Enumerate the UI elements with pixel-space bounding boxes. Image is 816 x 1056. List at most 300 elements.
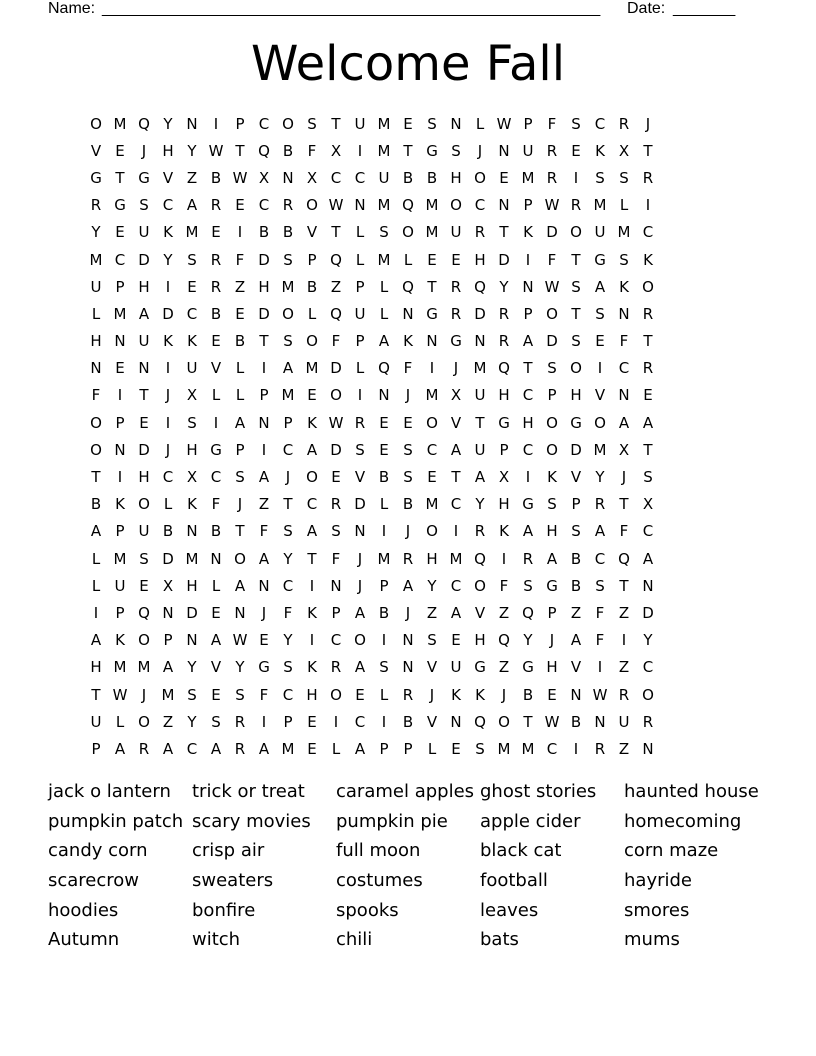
grid-letter[interactable]: R xyxy=(522,549,534,568)
grid-letter[interactable]: R xyxy=(642,712,654,731)
grid-letter[interactable]: Y xyxy=(475,495,485,514)
grid-letter[interactable]: O xyxy=(546,304,558,323)
grid-letter[interactable]: K xyxy=(523,223,533,242)
grid-letter[interactable]: F xyxy=(331,332,341,351)
grid-letter[interactable]: Q xyxy=(330,250,342,269)
grid-letter[interactable]: F xyxy=(499,576,509,595)
grid-letter[interactable]: N xyxy=(450,114,462,133)
grid-letter[interactable]: J xyxy=(477,141,483,160)
grid-letter[interactable]: P xyxy=(355,277,365,296)
grid-letter[interactable]: W xyxy=(544,277,560,296)
grid-letter[interactable]: T xyxy=(475,413,485,432)
grid-letter[interactable]: V xyxy=(354,468,366,487)
grid-letter[interactable]: Z xyxy=(186,168,198,187)
grid-letter[interactable]: O xyxy=(450,196,462,215)
grid-letter[interactable]: H xyxy=(258,277,270,296)
grid-letter[interactable]: U xyxy=(114,576,126,595)
grid-letter[interactable]: C xyxy=(642,223,654,242)
grid-letter[interactable]: T xyxy=(643,141,653,160)
grid-letter[interactable]: O xyxy=(90,413,102,432)
grid-letter[interactable]: M xyxy=(113,549,127,568)
grid-letter[interactable]: S xyxy=(307,114,317,133)
grid-letter[interactable]: K xyxy=(499,522,509,541)
grid-letter[interactable]: F xyxy=(595,603,605,622)
grid-letter[interactable]: E xyxy=(187,277,197,296)
grid-letter[interactable]: N xyxy=(186,631,198,650)
grid-letter[interactable]: I xyxy=(381,631,387,650)
grid-letter[interactable]: J xyxy=(141,685,147,704)
grid-letter[interactable]: N xyxy=(354,522,366,541)
grid-letter[interactable]: B xyxy=(210,304,222,323)
grid-letter[interactable]: S xyxy=(619,168,629,187)
grid-letter[interactable]: S xyxy=(427,631,437,650)
grid-letter[interactable]: S xyxy=(595,576,605,595)
grid-letter[interactable]: O xyxy=(306,196,318,215)
grid-letter[interactable]: Y xyxy=(283,631,293,650)
grid-letter[interactable]: E xyxy=(403,413,413,432)
grid-letter[interactable]: J xyxy=(549,631,555,650)
grid-letter[interactable]: T xyxy=(283,495,293,514)
grid-letter[interactable]: Q xyxy=(378,359,390,378)
grid-letter[interactable]: J xyxy=(405,386,411,405)
grid-letter[interactable]: T xyxy=(451,468,461,487)
grid-letter[interactable]: O xyxy=(306,332,318,351)
grid-letter[interactable]: N xyxy=(618,304,630,323)
grid-letter[interactable]: E xyxy=(595,332,605,351)
grid-letter[interactable]: E xyxy=(235,196,245,215)
grid-letter[interactable]: T xyxy=(259,332,269,351)
grid-letter[interactable]: F xyxy=(283,603,293,622)
grid-letter[interactable]: I xyxy=(165,413,171,432)
grid-letter[interactable]: F xyxy=(547,250,557,269)
grid-letter[interactable]: D xyxy=(354,495,366,514)
grid-letter[interactable]: P xyxy=(379,576,389,595)
grid-letter[interactable]: E xyxy=(211,685,221,704)
grid-letter[interactable]: K xyxy=(115,631,125,650)
grid-letter[interactable]: D xyxy=(546,223,558,242)
grid-letter[interactable]: A xyxy=(234,576,246,595)
grid-letter[interactable]: T xyxy=(619,576,629,595)
grid-letter[interactable]: D xyxy=(138,440,150,459)
grid-letter[interactable]: S xyxy=(187,413,197,432)
grid-letter[interactable]: B xyxy=(402,168,414,187)
grid-letter[interactable]: M xyxy=(113,114,127,133)
grid-letter[interactable]: N xyxy=(354,196,366,215)
grid-letter[interactable]: F xyxy=(91,386,101,405)
grid-letter[interactable]: N xyxy=(282,168,294,187)
grid-letter[interactable]: H xyxy=(138,277,150,296)
grid-letter[interactable]: K xyxy=(307,603,317,622)
grid-letter[interactable]: J xyxy=(405,603,411,622)
grid-letter[interactable]: U xyxy=(522,141,534,160)
grid-letter[interactable]: O xyxy=(282,114,294,133)
grid-letter[interactable]: H xyxy=(426,549,438,568)
grid-letter[interactable]: I xyxy=(645,196,651,215)
grid-letter[interactable]: V xyxy=(162,168,174,187)
grid-letter[interactable]: E xyxy=(451,250,461,269)
grid-letter[interactable]: J xyxy=(357,549,363,568)
grid-letter[interactable]: X xyxy=(618,440,630,459)
grid-letter[interactable]: E xyxy=(379,440,389,459)
grid-letter[interactable]: I xyxy=(357,386,363,405)
grid-letter[interactable]: A xyxy=(642,549,654,568)
grid-letter[interactable]: M xyxy=(305,359,319,378)
grid-letter[interactable]: I xyxy=(117,386,123,405)
grid-letter[interactable]: I xyxy=(261,712,267,731)
grid-letter[interactable]: B xyxy=(426,168,438,187)
grid-letter[interactable]: H xyxy=(546,658,558,677)
grid-letter[interactable]: C xyxy=(474,196,486,215)
grid-letter[interactable]: C xyxy=(330,631,342,650)
grid-letter[interactable]: G xyxy=(570,413,582,432)
grid-letter[interactable]: S xyxy=(139,196,149,215)
grid-letter[interactable]: P xyxy=(547,386,557,405)
grid-letter[interactable]: Q xyxy=(474,712,486,731)
grid-letter[interactable]: D xyxy=(330,440,342,459)
grid-letter[interactable]: M xyxy=(377,549,391,568)
grid-letter[interactable]: M xyxy=(113,304,127,323)
grid-letter[interactable]: K xyxy=(115,495,125,514)
grid-letter[interactable]: M xyxy=(281,386,295,405)
grid-letter[interactable]: N xyxy=(258,576,270,595)
grid-letter[interactable]: R xyxy=(618,685,630,704)
grid-letter[interactable]: C xyxy=(330,168,342,187)
grid-letter[interactable]: O xyxy=(474,168,486,187)
grid-letter[interactable]: N xyxy=(330,576,342,595)
grid-letter[interactable]: D xyxy=(330,359,342,378)
grid-letter[interactable]: D xyxy=(258,304,270,323)
grid-letter[interactable]: J xyxy=(165,440,171,459)
grid-letter[interactable]: V xyxy=(306,223,318,242)
grid-letter[interactable]: S xyxy=(379,658,389,677)
grid-letter[interactable]: A xyxy=(234,413,246,432)
grid-letter[interactable]: U xyxy=(186,359,198,378)
grid-letter[interactable]: O xyxy=(234,549,246,568)
grid-letter[interactable]: E xyxy=(547,685,557,704)
grid-letter[interactable]: O xyxy=(402,223,414,242)
grid-letter[interactable]: S xyxy=(235,468,245,487)
grid-letter[interactable]: M xyxy=(425,386,439,405)
grid-letter[interactable]: P xyxy=(115,413,125,432)
grid-letter[interactable]: C xyxy=(546,739,558,758)
grid-letter[interactable]: I xyxy=(309,576,315,595)
grid-letter[interactable]: E xyxy=(571,141,581,160)
grid-letter[interactable]: S xyxy=(139,549,149,568)
grid-letter[interactable]: Z xyxy=(618,739,630,758)
grid-letter[interactable]: Y xyxy=(187,712,197,731)
grid-letter[interactable]: G xyxy=(90,168,102,187)
grid-letter[interactable]: M xyxy=(185,223,199,242)
grid-letter[interactable]: C xyxy=(354,712,366,731)
grid-letter[interactable]: O xyxy=(594,413,606,432)
grid-letter[interactable]: E xyxy=(427,468,437,487)
grid-letter[interactable]: V xyxy=(210,359,222,378)
grid-letter[interactable]: O xyxy=(570,223,582,242)
grid-letter[interactable]: A xyxy=(258,549,270,568)
grid-letter[interactable]: D xyxy=(546,332,558,351)
grid-letter[interactable]: N xyxy=(210,549,222,568)
grid-letter[interactable]: K xyxy=(187,495,197,514)
grid-letter[interactable]: P xyxy=(571,495,581,514)
grid-letter[interactable]: N xyxy=(162,603,174,622)
grid-letter[interactable]: F xyxy=(547,114,557,133)
grid-letter[interactable]: T xyxy=(235,522,245,541)
grid-letter[interactable]: M xyxy=(425,223,439,242)
grid-letter[interactable]: B xyxy=(378,468,390,487)
grid-letter[interactable]: V xyxy=(90,141,102,160)
grid-letter[interactable]: L xyxy=(115,712,125,731)
grid-letter[interactable]: N xyxy=(474,332,486,351)
grid-letter[interactable]: S xyxy=(283,658,293,677)
grid-letter[interactable]: A xyxy=(162,658,174,677)
grid-letter[interactable]: C xyxy=(210,468,222,487)
grid-letter[interactable]: B xyxy=(282,223,294,242)
grid-letter[interactable]: C xyxy=(642,658,654,677)
grid-letter[interactable]: D xyxy=(642,603,654,622)
grid-letter[interactable]: U xyxy=(594,223,606,242)
grid-letter[interactable]: D xyxy=(162,304,174,323)
grid-letter[interactable]: W xyxy=(328,196,344,215)
grid-letter[interactable]: I xyxy=(429,359,435,378)
grid-letter[interactable]: A xyxy=(90,522,102,541)
grid-letter[interactable]: R xyxy=(642,304,654,323)
grid-letter[interactable]: R xyxy=(642,359,654,378)
grid-letter[interactable]: A xyxy=(522,522,534,541)
grid-letter[interactable]: J xyxy=(621,468,627,487)
grid-letter[interactable]: V xyxy=(210,658,222,677)
grid-letter[interactable]: S xyxy=(547,495,557,514)
grid-letter[interactable]: O xyxy=(282,304,294,323)
grid-letter[interactable]: S xyxy=(283,250,293,269)
grid-letter[interactable]: K xyxy=(307,658,317,677)
grid-letter[interactable]: I xyxy=(597,658,603,677)
grid-letter[interactable]: S xyxy=(451,141,461,160)
grid-letter[interactable]: E xyxy=(139,576,149,595)
grid-letter[interactable]: B xyxy=(258,223,270,242)
grid-letter[interactable]: S xyxy=(475,739,485,758)
grid-letter[interactable]: L xyxy=(427,739,437,758)
grid-letter[interactable]: P xyxy=(259,386,269,405)
grid-letter[interactable]: G xyxy=(258,658,270,677)
grid-letter[interactable]: W xyxy=(112,685,128,704)
grid-letter[interactable]: W xyxy=(544,196,560,215)
grid-letter[interactable]: O xyxy=(138,495,150,514)
grid-letter[interactable]: U xyxy=(138,522,150,541)
grid-letter[interactable]: C xyxy=(162,468,174,487)
grid-letter[interactable]: A xyxy=(90,631,102,650)
grid-letter[interactable]: K xyxy=(475,685,485,704)
grid-letter[interactable]: Y xyxy=(643,631,653,650)
grid-letter[interactable]: L xyxy=(331,739,341,758)
grid-letter[interactable]: P xyxy=(115,522,125,541)
grid-letter[interactable]: G xyxy=(138,168,150,187)
grid-letter[interactable]: H xyxy=(90,332,102,351)
grid-letter[interactable]: A xyxy=(354,739,366,758)
grid-letter[interactable]: S xyxy=(571,114,581,133)
grid-letter[interactable]: V xyxy=(450,413,462,432)
grid-letter[interactable]: U xyxy=(618,712,630,731)
grid-letter[interactable]: P xyxy=(523,304,533,323)
grid-letter[interactable]: N xyxy=(426,332,438,351)
grid-letter[interactable]: H xyxy=(138,468,150,487)
grid-letter[interactable]: Z xyxy=(498,603,510,622)
grid-letter[interactable]: P xyxy=(91,739,101,758)
grid-letter[interactable]: O xyxy=(306,468,318,487)
grid-letter[interactable]: L xyxy=(619,196,629,215)
grid-letter[interactable]: E xyxy=(643,386,653,405)
grid-letter[interactable]: H xyxy=(474,250,486,269)
grid-letter[interactable]: P xyxy=(235,440,245,459)
grid-letter[interactable]: N xyxy=(378,386,390,405)
grid-letter[interactable]: B xyxy=(282,141,294,160)
grid-letter[interactable]: R xyxy=(330,495,342,514)
grid-letter[interactable]: L xyxy=(91,304,101,323)
grid-letter[interactable]: C xyxy=(450,576,462,595)
grid-letter[interactable]: M xyxy=(185,549,199,568)
grid-letter[interactable]: G xyxy=(114,196,126,215)
grid-letter[interactable]: I xyxy=(381,712,387,731)
grid-letter[interactable]: T xyxy=(331,114,341,133)
grid-letter[interactable]: R xyxy=(330,658,342,677)
grid-letter[interactable]: S xyxy=(283,332,293,351)
grid-letter[interactable]: Z xyxy=(258,495,270,514)
grid-letter[interactable]: C xyxy=(354,168,366,187)
grid-letter[interactable]: C xyxy=(450,495,462,514)
grid-letter[interactable]: G xyxy=(522,658,534,677)
grid-letter[interactable]: B xyxy=(162,522,174,541)
grid-letter[interactable]: T xyxy=(91,468,101,487)
grid-letter[interactable]: O xyxy=(330,685,342,704)
grid-letter[interactable]: W xyxy=(232,168,248,187)
grid-letter[interactable]: I xyxy=(213,413,219,432)
grid-letter[interactable]: Z xyxy=(162,712,174,731)
grid-letter[interactable]: T xyxy=(643,440,653,459)
grid-letter[interactable]: Y xyxy=(595,468,605,487)
grid-letter[interactable]: R xyxy=(402,549,414,568)
grid-letter[interactable]: M xyxy=(377,141,391,160)
grid-letter[interactable]: C xyxy=(594,114,606,133)
grid-letter[interactable]: P xyxy=(523,114,533,133)
grid-letter[interactable]: S xyxy=(619,250,629,269)
grid-letter[interactable]: Y xyxy=(283,549,293,568)
grid-letter[interactable]: L xyxy=(211,386,221,405)
grid-letter[interactable]: P xyxy=(547,603,557,622)
grid-letter[interactable]: P xyxy=(403,739,413,758)
grid-letter[interactable]: H xyxy=(498,495,510,514)
grid-letter[interactable]: R xyxy=(234,712,246,731)
grid-letter[interactable]: V xyxy=(426,712,438,731)
grid-letter[interactable]: S xyxy=(595,168,605,187)
grid-letter[interactable]: J xyxy=(501,685,507,704)
grid-letter[interactable]: L xyxy=(475,114,485,133)
grid-letter[interactable]: K xyxy=(547,468,557,487)
grid-letter[interactable]: N xyxy=(402,631,414,650)
grid-letter[interactable]: E xyxy=(115,141,125,160)
grid-letter[interactable]: T xyxy=(643,332,653,351)
grid-letter[interactable]: C xyxy=(258,114,270,133)
grid-letter[interactable]: J xyxy=(165,386,171,405)
grid-letter[interactable]: X xyxy=(330,141,342,160)
grid-letter[interactable]: P xyxy=(379,739,389,758)
grid-letter[interactable]: L xyxy=(403,250,413,269)
grid-letter[interactable]: I xyxy=(93,603,99,622)
grid-letter[interactable]: Q xyxy=(258,141,270,160)
grid-letter[interactable]: H xyxy=(450,168,462,187)
grid-letter[interactable]: R xyxy=(234,739,246,758)
grid-letter[interactable]: B xyxy=(570,549,582,568)
grid-letter[interactable]: E xyxy=(499,168,509,187)
grid-letter[interactable]: H xyxy=(522,413,534,432)
grid-letter[interactable]: E xyxy=(307,739,317,758)
grid-letter[interactable]: S xyxy=(595,304,605,323)
grid-letter[interactable]: R xyxy=(546,141,558,160)
grid-letter[interactable]: F xyxy=(235,250,245,269)
grid-letter[interactable]: U xyxy=(378,168,390,187)
grid-letter[interactable]: X xyxy=(642,495,654,514)
grid-letter[interactable]: M xyxy=(425,196,439,215)
grid-letter[interactable]: J xyxy=(405,522,411,541)
grid-letter[interactable]: B xyxy=(210,168,222,187)
grid-letter[interactable]: A xyxy=(450,440,462,459)
grid-letter[interactable]: S xyxy=(379,223,389,242)
grid-letter[interactable]: R xyxy=(642,168,654,187)
grid-letter[interactable]: O xyxy=(642,277,654,296)
grid-letter[interactable]: B xyxy=(378,603,390,622)
grid-letter[interactable]: R xyxy=(282,196,294,215)
grid-letter[interactable]: C xyxy=(426,440,438,459)
grid-letter[interactable]: M xyxy=(449,549,463,568)
grid-letter[interactable]: D xyxy=(498,250,510,269)
grid-letter[interactable]: L xyxy=(379,277,389,296)
grid-letter[interactable]: I xyxy=(165,277,171,296)
grid-letter[interactable]: B xyxy=(570,712,582,731)
grid-letter[interactable]: O xyxy=(90,440,102,459)
grid-letter[interactable]: P xyxy=(163,631,173,650)
grid-letter[interactable]: P xyxy=(283,413,293,432)
grid-letter[interactable]: Q xyxy=(330,304,342,323)
grid-letter[interactable]: T xyxy=(499,223,509,242)
grid-letter[interactable]: C xyxy=(282,576,294,595)
grid-letter[interactable]: A xyxy=(138,304,150,323)
grid-letter[interactable]: T xyxy=(523,712,533,731)
grid-letter[interactable]: M xyxy=(89,250,103,269)
grid-letter[interactable]: E xyxy=(235,304,245,323)
grid-letter[interactable]: A xyxy=(210,631,222,650)
grid-letter[interactable]: Y xyxy=(163,250,173,269)
grid-letter[interactable]: A xyxy=(642,413,654,432)
grid-letter[interactable]: I xyxy=(525,468,531,487)
grid-letter[interactable]: B xyxy=(402,495,414,514)
grid-letter[interactable]: C xyxy=(282,685,294,704)
grid-letter[interactable]: B xyxy=(306,277,318,296)
grid-letter[interactable]: M xyxy=(593,440,607,459)
grid-letter[interactable]: L xyxy=(235,386,245,405)
grid-letter[interactable]: B xyxy=(570,576,582,595)
grid-letter[interactable]: N xyxy=(186,522,198,541)
grid-letter[interactable]: M xyxy=(425,495,439,514)
grid-letter[interactable]: A xyxy=(210,739,222,758)
grid-letter[interactable]: A xyxy=(258,739,270,758)
grid-letter[interactable]: R xyxy=(210,250,222,269)
grid-letter[interactable]: I xyxy=(333,712,339,731)
grid-letter[interactable]: P xyxy=(331,603,341,622)
grid-letter[interactable]: S xyxy=(331,522,341,541)
grid-letter[interactable]: O xyxy=(426,522,438,541)
grid-letter[interactable]: U xyxy=(450,658,462,677)
grid-letter[interactable]: W xyxy=(592,685,608,704)
grid-letter[interactable]: U xyxy=(90,712,102,731)
grid-letter[interactable]: V xyxy=(594,386,606,405)
